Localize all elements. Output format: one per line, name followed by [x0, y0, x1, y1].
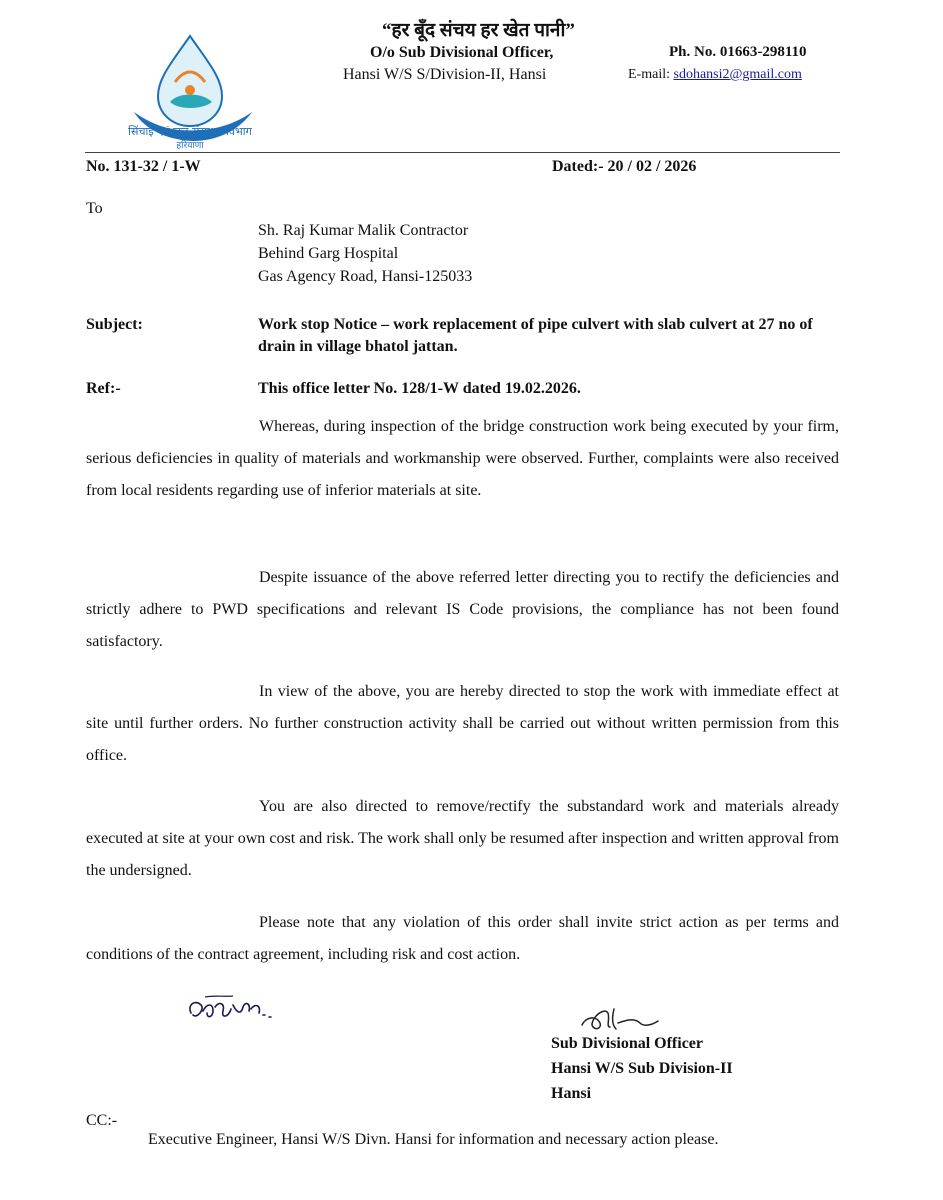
cc-label: CC:-: [86, 1112, 118, 1129]
body-paragraph-2: Despite issuance of the above referred letter directing you to rectify the deficiencies and strictly adhere to PWD specifications and relevant IS Code provisions, the compliance has not been found satisfactory.: [86, 569, 839, 650]
addressee-address-line-1: Behind Garg Hospital: [258, 245, 399, 262]
letter-date: Dated:- 20 / 02 / 2026: [552, 158, 697, 175]
signatory-designation: Sub Divisional Officer: [551, 1035, 704, 1052]
email-label: E-mail:: [628, 67, 674, 82]
department-logo: [120, 32, 260, 152]
email-link[interactable]: sdohansi2@gmail.com: [673, 67, 802, 82]
signatory-office: Hansi W/S Sub Division-II: [551, 1060, 733, 1077]
reference-text: This office letter No. 128/1-W dated 19.02.2026.: [258, 380, 581, 397]
addressee-name: Sh. Raj Kumar Malik Contractor: [258, 222, 469, 239]
division-name: Hansi W/S S/Division-II, Hansi: [343, 66, 547, 83]
to-label: To: [86, 200, 103, 217]
cc-recipient: Executive Engineer, Hansi W/S Divn. Hansi for information and necessary action please.: [148, 1131, 719, 1148]
office-title: O/o Sub Divisional Officer,: [370, 44, 554, 61]
body-paragraph-4: You are also directed to remove/rectify the substandard work and materials already executed at site at your own cost and risk. The work shall only be resumed after inspection and written approval from the undersigned.: [86, 798, 839, 879]
body-paragraph-5: Please note that any violation of this order shall invite strict action as per terms and conditions of the contract agreement, including risk and cost action.: [86, 914, 839, 963]
header-divider: [85, 152, 840, 153]
signatory-place: Hansi: [551, 1085, 592, 1102]
hindi-slogan: “हर बूँद संचय हर खेत पानी”: [382, 20, 575, 41]
letter-number: No. 131-32 / 1-W: [86, 158, 201, 175]
officer-signature: [578, 1003, 663, 1035]
body-paragraph-3: In view of the above, you are hereby directed to stop the work with immediate effect at site until further orders. No further construction activity shall be carried out without written permission from this office.: [86, 683, 839, 764]
handwritten-initials: [185, 993, 277, 1029]
logo-caption-line-1: सिंचाई एवं जल संसाधन विभाग: [128, 125, 252, 138]
logo-caption-line-2: हरियाणा: [176, 141, 204, 151]
subject-text: Work stop Notice – work replacement of pipe culvert with slab culvert at 27 no of drain in village bhatol jattan.: [258, 316, 813, 355]
reference-label: Ref:-: [86, 380, 121, 397]
body-paragraph-1: Whereas, during inspection of the bridge construction work being executed by your firm, serious deficiencies in quality of materials and workmanship were observed. Further, complaints were also received from local residents regarding use of inferior materials at site.: [86, 418, 839, 499]
phone-number: Ph. No. 01663-298110: [669, 44, 807, 60]
email-line: [628, 67, 802, 83]
addressee-address-line-2: Gas Agency Road, Hansi-125033: [258, 268, 473, 285]
subject-label: Subject:: [86, 316, 143, 333]
